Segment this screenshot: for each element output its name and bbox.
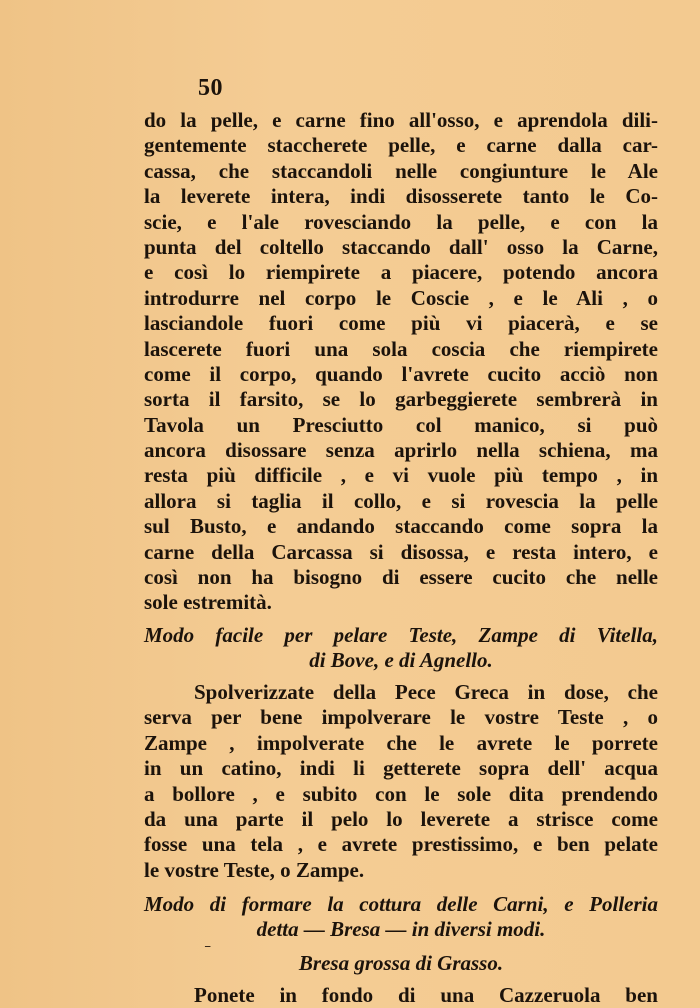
text-line: la leverete intera, indi disosserete tanto le Co- [144,184,658,209]
text-line: lasciandole fuori come più vi piacerà, e se [144,311,658,336]
text-line: lascerete fuori una sola coscia che riempirete [144,336,658,361]
text-line: da una parte il pelo lo leverete a strisce come [144,806,658,831]
text-line: fosse una tela , e avrete prestissimo, e ben pelate [144,832,658,857]
text-line: ancora disossare senza aprirlo nella schiena, ma [144,438,658,463]
text-line: scie, e l'ale rovesciando la pelle, e con la [144,209,658,234]
paragraph-deboning [144,108,658,616]
text-line: punta del coltello staccando dall' osso la Carne, [144,234,658,259]
page-number: 50 [198,75,223,101]
text-line: resta più difficile , e vi vuole più tempo , in [144,463,658,488]
text-line: sorta il farsito, se lo garbeggierete sembrerà in [144,387,658,412]
paragraph-bresa [144,983,658,1008]
text-line: in un catino, indi li getterete sopra dell' acqua [144,756,658,781]
section-heading [144,892,658,943]
text-line: introdurre nel corpo le Coscie , e le Ali , o [144,285,658,310]
heading-line: Modo facile per pelare Teste, Zampe di Vitella, [144,623,658,647]
text-line: Ponete in fondo di una Cazzeruola ben [194,983,658,1007]
text-line: come il corpo, quando l'avrete cucito acciò non [144,361,658,386]
text-line: gentemente staccherete pelle, e carne dalla car- [144,133,658,158]
text-line: do la pelle, e carne fino all'osso, e aprendola dili- [144,108,658,132]
text-line: e così lo riempirete a piacere, potendo ancora [144,260,658,285]
text-line: a bollore , e subito con le sole dita prendendo [144,781,658,806]
heading-line: detta — Bresa — in diversi modi. [256,917,546,942]
stray-mark: ⁻ [204,943,212,958]
text-line: carne della Carcassa si disossa, e resta intero, e [144,539,658,564]
subheading-text: Bresa grossa di Grasso. [298,951,504,975]
text-line: così non ha bisogno di essere cucito che nelle [144,565,658,590]
heading-line: di Bove, e di Agnello. [309,648,493,673]
text-line: Zampe , impolverate che le avrete le porrete [144,730,658,755]
text-line: Tavola un Presciutto col manico, si può [144,412,658,437]
heading-line: Modo di formare la cottura delle Carni, e Polleria [144,892,658,916]
text-line: le vostre Teste, o Zampe. [144,857,365,882]
text-line: serva per bene impolverare le vostre Teste , o [144,705,658,730]
text-line: sole estremità. [144,590,272,615]
text-line: cassa, che staccandoli nelle congiunture le Ale [144,158,658,183]
text-line: Spolverizzate della Pece Greca in dose, che [194,680,658,704]
subsection-heading [144,951,658,976]
text-line: sul Busto, e andando staccando come sopra la [144,514,658,539]
section-heading [144,623,658,674]
text-line: allora si taglia il collo, e si rovescia la pelle [144,488,658,513]
paragraph-pelare [144,680,658,883]
